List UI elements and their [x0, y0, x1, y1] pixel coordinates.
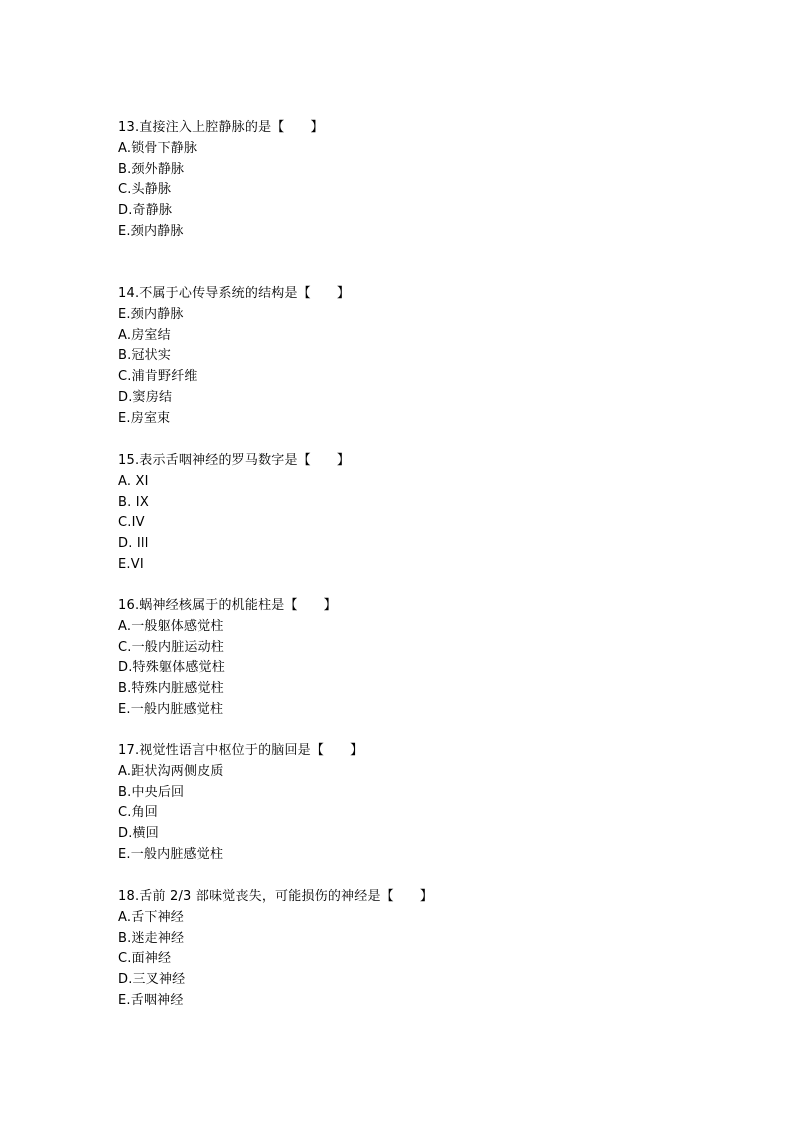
option: C.头静脉: [118, 182, 172, 198]
question-stem: 15.表示舌咽神经的罗马数字是【 】: [118, 453, 351, 468]
option: D. Ill: [118, 536, 149, 552]
option: E.颈内静脉: [118, 306, 184, 322]
option: D.三叉神经: [118, 972, 186, 988]
question-15: [118, 451, 718, 576]
option: A.舌下神经: [118, 909, 184, 925]
option: B.特殊内脏感觉柱: [118, 681, 224, 697]
option: D.奇静脉: [118, 203, 173, 219]
question-stem: 16.蜗神经核属于的机能柱是【 】: [118, 598, 337, 613]
question-16: [118, 596, 718, 721]
option: C.面神经: [118, 951, 172, 967]
option: E.房室束: [118, 410, 171, 426]
option: B.颈外静脉: [118, 161, 185, 177]
question-17: [118, 741, 718, 866]
question-stem: 14.不属于心传导系统的结构是【 】: [118, 286, 351, 301]
question-13: [118, 118, 718, 243]
option: D.特殊躯体感觉柱: [118, 660, 225, 676]
option: A.房室结: [118, 327, 171, 343]
option: C.角回: [118, 805, 159, 821]
option: C.浦肯野纤维: [118, 369, 198, 385]
option: E.一般内脏感觉柱: [118, 701, 224, 717]
option: E.VI: [118, 556, 144, 572]
question-stem: 18.舌前 2/3 部味觉丧失，可能损伤的神经是【 】: [118, 889, 434, 904]
option: B.中央后回: [118, 784, 185, 800]
option: E.颈内静脉: [118, 223, 184, 239]
option: A. XI: [118, 473, 149, 489]
question-18: [118, 887, 718, 1012]
question-stem: 13.直接注入上腔静脉的是【 】: [118, 120, 324, 135]
option: E.舌咽神经: [118, 992, 184, 1008]
option: B.迷走神经: [118, 930, 185, 946]
option: B.冠状实: [118, 348, 172, 364]
option: E.一般内脏感觉柱: [118, 846, 224, 862]
option: B. IX: [118, 494, 149, 510]
option: A.一般躯体感觉柱: [118, 618, 224, 634]
option: C.一般内脏运动柱: [118, 639, 225, 655]
option: C.IV: [118, 515, 145, 531]
option: D.横回: [118, 826, 159, 842]
question-stem: 17.视觉性语言中枢位于的脑回是【 】: [118, 743, 364, 758]
option: A.锁骨下静脉: [118, 140, 198, 156]
option: D.窦房结: [118, 389, 173, 405]
option: A.距状沟两侧皮质: [118, 763, 224, 779]
question-14: [118, 284, 718, 430]
